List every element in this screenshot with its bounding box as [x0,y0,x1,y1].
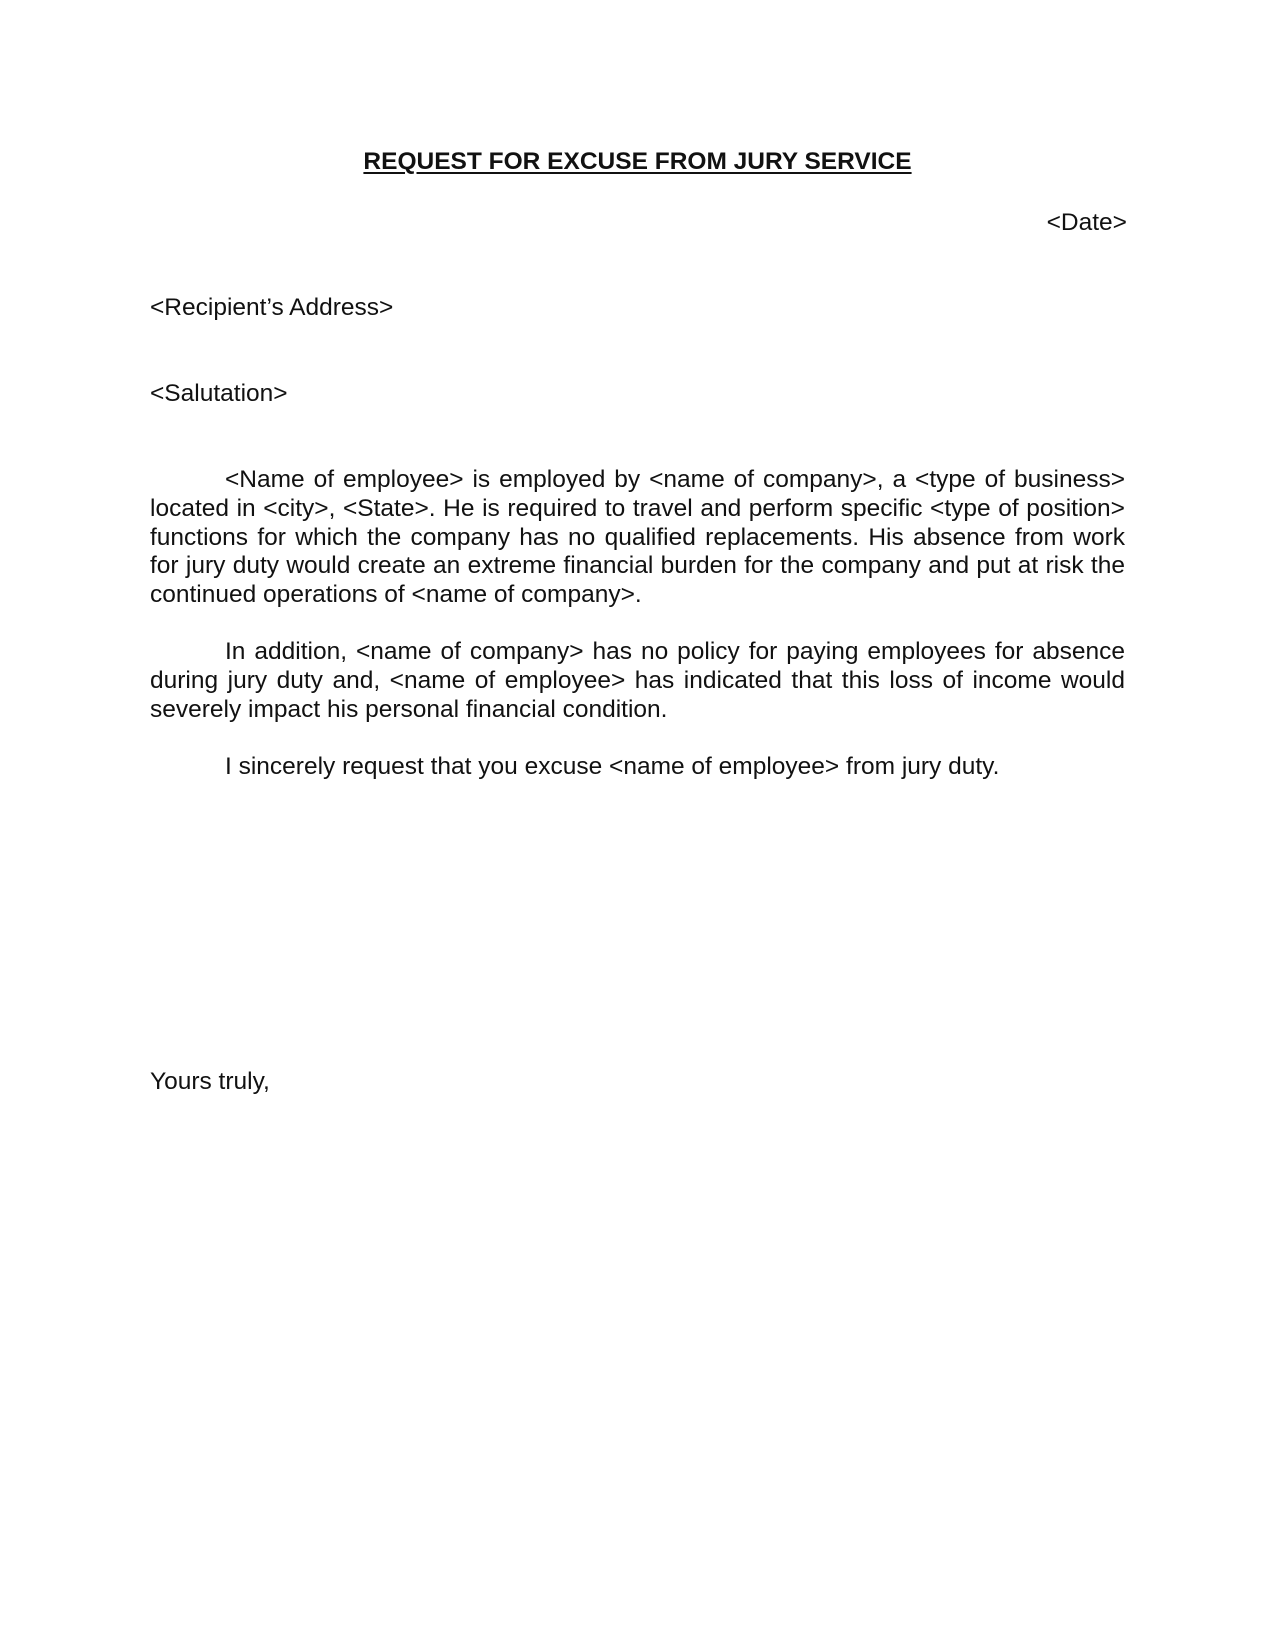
body-paragraph-1: <Name of employee> is employed by <name of company>, a <type of business> located in <city>, <State>. He is required to travel and perform specific <type of position> functions for which the company has no qualified replacements. His absence from work for jury duty would create an extreme financial burden for the company and put at risk the continued operations of <name of company>. [150,466,1125,609]
letter-title: REQUEST FOR EXCUSE FROM JURY SERVICE [363,148,912,175]
body-paragraph-3: I sincerely request that you excuse <name of employee> from jury duty. [225,753,1000,780]
closing: Yours truly, [150,1068,270,1095]
recipient-address: <Recipient’s Address> [150,294,394,321]
salutation: <Salutation> [150,380,288,407]
letter-date: <Date> [1046,209,1127,236]
body-paragraph-2: In addition, <name of company> has no policy for paying employees for absence during jury duty and, <name of employee> has indicated that this loss of income would severely impact his personal financial condition. [150,638,1125,723]
